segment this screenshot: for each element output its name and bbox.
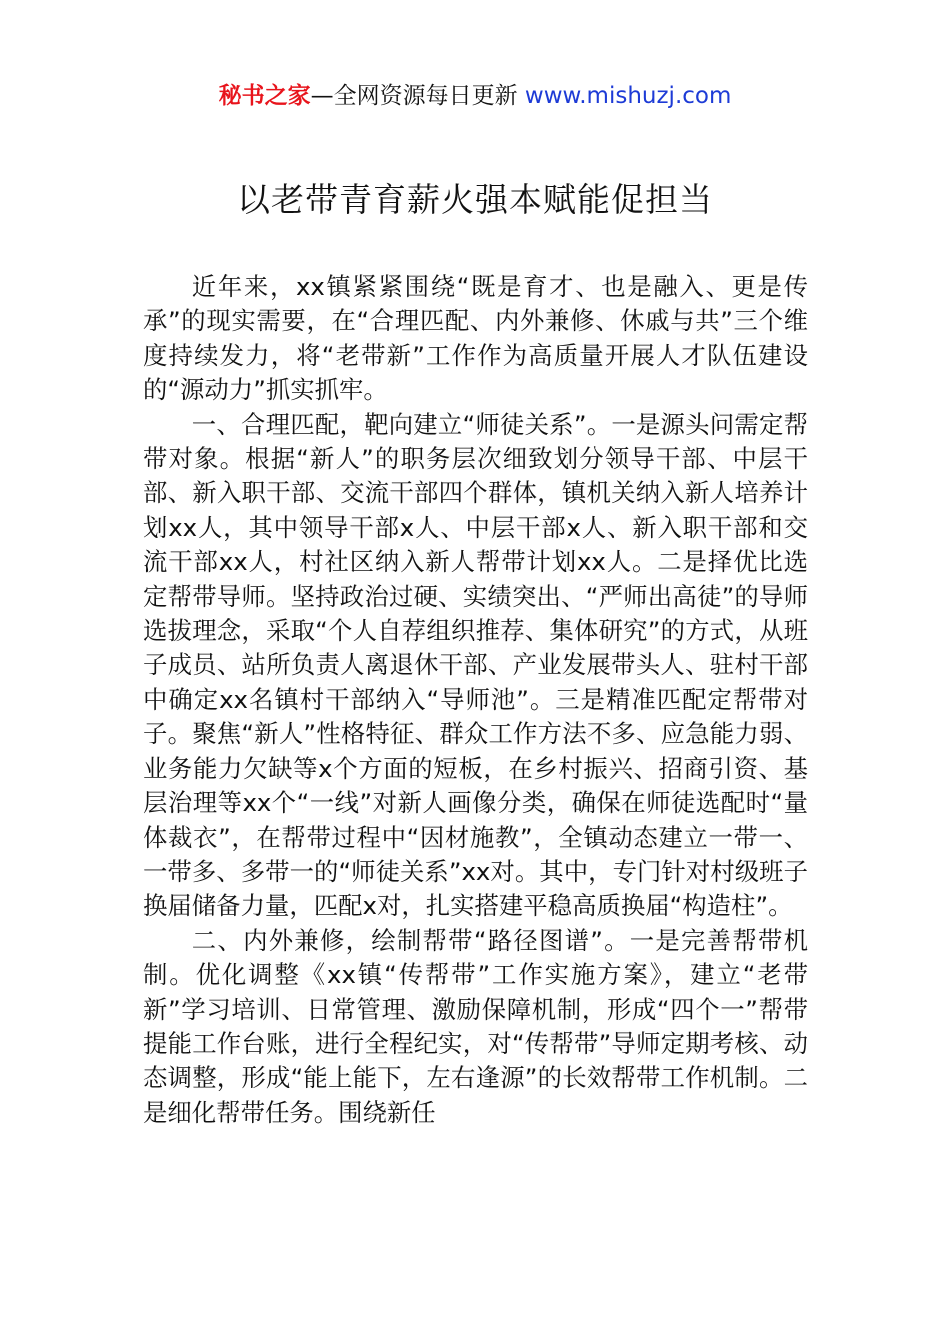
paragraph-intro: 近年来，xx镇紧紧围绕“既是育才、也是融入、更是传承”的现实需要，在“合理匹配、内外兼修、休戚与共”三个维度持续发力，将“老带新”工作作为高质量开展人才队伍建设的“源动力”抓实抓牢。 xyxy=(143,272,808,405)
paragraph-section-1: 一、合理匹配，靶向建立“师徒关系”。一是源头问需定帮带对象。根据“新人”的职务层次细致划分领导干部、中层干部、新入职干部、交流干部四个群体，镇机关纳入新人培养计划xx人，其中领导干部x人、中层干部x人、新入职干部和交流干部xx人，村社区纳入新人帮带计划xx人。二是择优比选定帮带导师。坚持政治过硬、实绩突出、“严师出高徒”的导师选拔理念，采取“个人自荐组织推荐、集体研究”的方式，从班子成员、站所负责人离退休干部、产业发展带头人、驻村干部中确定xx名镇村干部纳入“导师池”。三是精准匹配定帮带对子。聚焦“新人”性格特征、群众工作方法不多、应急能力弱、业务能力欠缺等x个方面的短板，在乡村振兴、招商引资、基层治理等xx个“一线”对新人画像分类，确保在师徒选配时“量体裁衣”，在帮带过程中“因材施教”，全镇动态建立一带一、一带多、多带一的“师徒关系”xx对。其中，专门针对村级班子换届储备力量，匹配x对，扎实搭建平稳高质换届“构造柱”。 xyxy=(143,409,808,921)
site-url-link[interactable]: www.mishuzj.com xyxy=(524,83,732,109)
site-header xyxy=(0,80,950,112)
document-body xyxy=(143,270,808,1130)
site-brand: 秘书之家 xyxy=(218,83,311,109)
paragraph-section-2: 二、内外兼修，绘制帮带“路径图谱”。一是完善帮带机制。优化调整《xx镇“传帮带”工作实施方案》，建立“老带新”学习培训、日常管理、激励保障机制，形成“四个一”帮带提能工作台账，进行全程纪实，对“传帮带”导师定期考核、动态调整，形成“能上能下，左右逢源”的长效帮带工作机制。二是细化帮带任务。围绕新任 xyxy=(143,925,808,1127)
document-title: 以老带青育薪火强本赋能促担当 xyxy=(237,180,713,219)
site-tagline: —全网资源每日更新 xyxy=(310,83,518,109)
